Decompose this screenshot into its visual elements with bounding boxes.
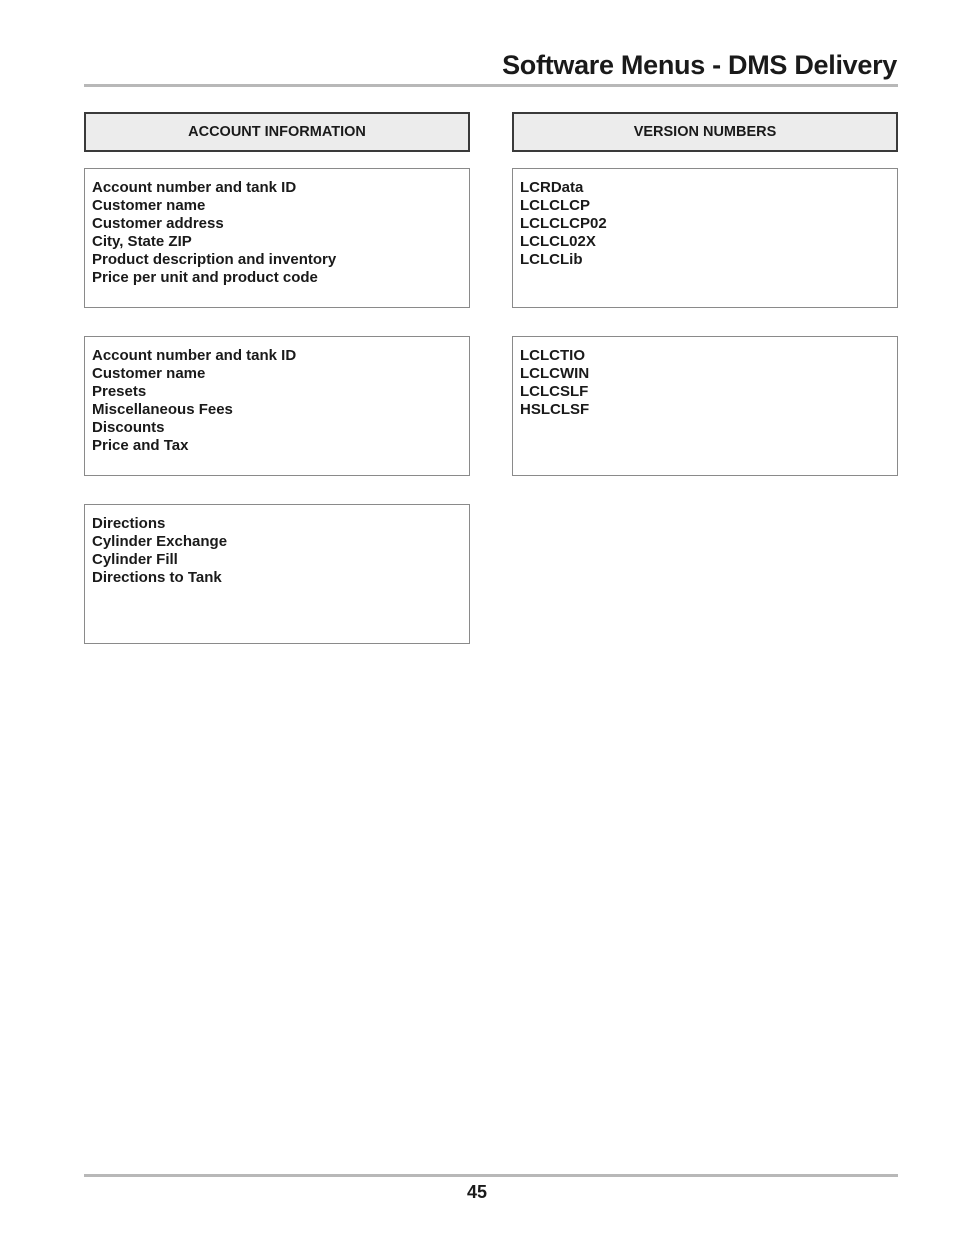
list-item: Account number and tank ID <box>92 179 297 196</box>
list-item: Customer name <box>92 196 206 214</box>
list-item: City, State ZIP <box>92 232 192 250</box>
list-item: Directions <box>92 515 166 532</box>
list-item: LCLCLCP <box>520 196 590 214</box>
list-item: Customer name <box>92 364 206 382</box>
list-item: LCLCLib <box>520 250 583 268</box>
account-info-box-1 <box>84 168 470 308</box>
list-item: Miscellaneous Fees <box>92 400 233 418</box>
list-item: LCRData <box>520 179 584 196</box>
list-item: LCLCTIO <box>520 347 585 364</box>
menu-item-list <box>85 505 469 587</box>
list-item: Price and Tax <box>92 436 189 454</box>
list-item: Product description and inventory <box>92 250 337 268</box>
list-item: Price per unit and product code <box>92 268 318 286</box>
list-item: Cylinder Fill <box>92 550 178 568</box>
version-numbers-box-1 <box>512 168 898 308</box>
menu-item-list <box>513 169 897 269</box>
version-numbers-box-2 <box>512 336 898 476</box>
account-information-header: ACCOUNT INFORMATION <box>84 112 470 152</box>
page-title: Software Menus - DMS Delivery <box>502 50 897 80</box>
menu-item-list <box>85 169 469 286</box>
list-item: Discounts <box>92 418 165 436</box>
menu-item-list <box>85 337 469 454</box>
list-item: Directions to Tank <box>92 568 222 586</box>
account-info-box-2 <box>84 336 470 476</box>
list-item: HSLCLSF <box>520 400 590 418</box>
account-info-box-3 <box>84 504 470 644</box>
menu-item-list <box>513 337 897 419</box>
list-item: LCLCWIN <box>520 364 590 382</box>
header-rule <box>84 84 898 87</box>
version-numbers-header: VERSION NUMBERS <box>512 112 898 152</box>
list-item: LCLCSLF <box>520 382 589 400</box>
list-item: LCLCL02X <box>520 232 596 250</box>
list-item: LCLCLCP02 <box>520 214 607 232</box>
list-item: Customer address <box>92 214 224 232</box>
page-number: 45 <box>466 1182 488 1202</box>
list-item: Presets <box>92 382 147 400</box>
list-item: Cylinder Exchange <box>92 532 228 550</box>
list-item: Account number and tank ID <box>92 347 297 364</box>
footer-rule <box>84 1174 898 1177</box>
